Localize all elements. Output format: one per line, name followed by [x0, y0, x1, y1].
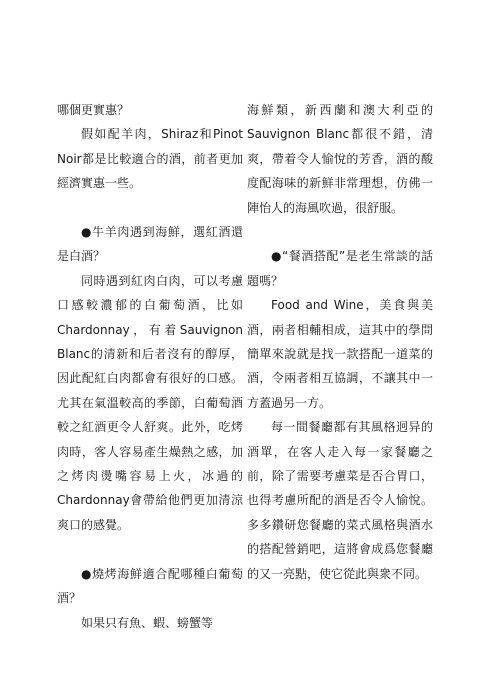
section-heading: ●牛羊肉遇到海鮮，選紅酒還是白酒？ [57, 225, 243, 264]
section-heading: ●“餐酒搭配”是老生常談的話題嗎？ [247, 249, 433, 288]
paragraph: 海鮮類，新西蘭和澳大利亞的Sauvignon Blanc都很不錯，清爽，帶着令人愉悅的芳香，酒的酸度配海味的新鮮非常理想，仿佛一陣怡人的海風吹過，很舒服。 [247, 103, 433, 215]
paragraph: 每一間餐廳都有其風格迥异的酒單，在客人走入每一家餐廳之前，除了需要考慮菜是否合胃口，也得考慮所配的酒是否令人愉悅。多多鑽研您餐廳的菜式風格與酒水的搭配營銷吧，這將會成爲您餐廳的又一亮點，使它從此與衆不同。 [247, 420, 433, 581]
paragraph: 假如配羊肉，Shiraz和Pinot Noir都是比較適合的酒，前者更加經濟實惠一些。 [57, 127, 243, 191]
paragraph: 哪個更實惠？ [57, 103, 130, 117]
paragraph: 如果只有魚、蝦、螃蟹等 [81, 615, 214, 630]
right-column [247, 98, 433, 586]
paragraph: Food and Wine，美食與美酒，兩者相輔相成，這其中的學問簡單來說就是找一款搭配一道菜的酒，令兩者相互協調，不讓其中一方蓋過另一方。 [247, 298, 433, 410]
paragraph: 同時遇到紅肉白肉，可以考慮口感較濃郁的白葡萄酒，比如Chardonnay，有着Sauvignon Blanc的清新和后者沒有的醇厚，因此配紅白肉都會有很好的口感。尤其在氣溫較高的季節，白葡萄酒較之紅酒更令人舒爽。此外，吃烤肉時，客人容易產生燥熱之感，加之烤肉燙嘴容易上火，冰過的Chardonnay會帶給他們更加清涼爽口的感覺。 [57, 273, 243, 532]
left-column [57, 98, 243, 635]
section-heading: ●燒烤海鮮適合配哪種白葡萄酒？ [57, 566, 243, 606]
